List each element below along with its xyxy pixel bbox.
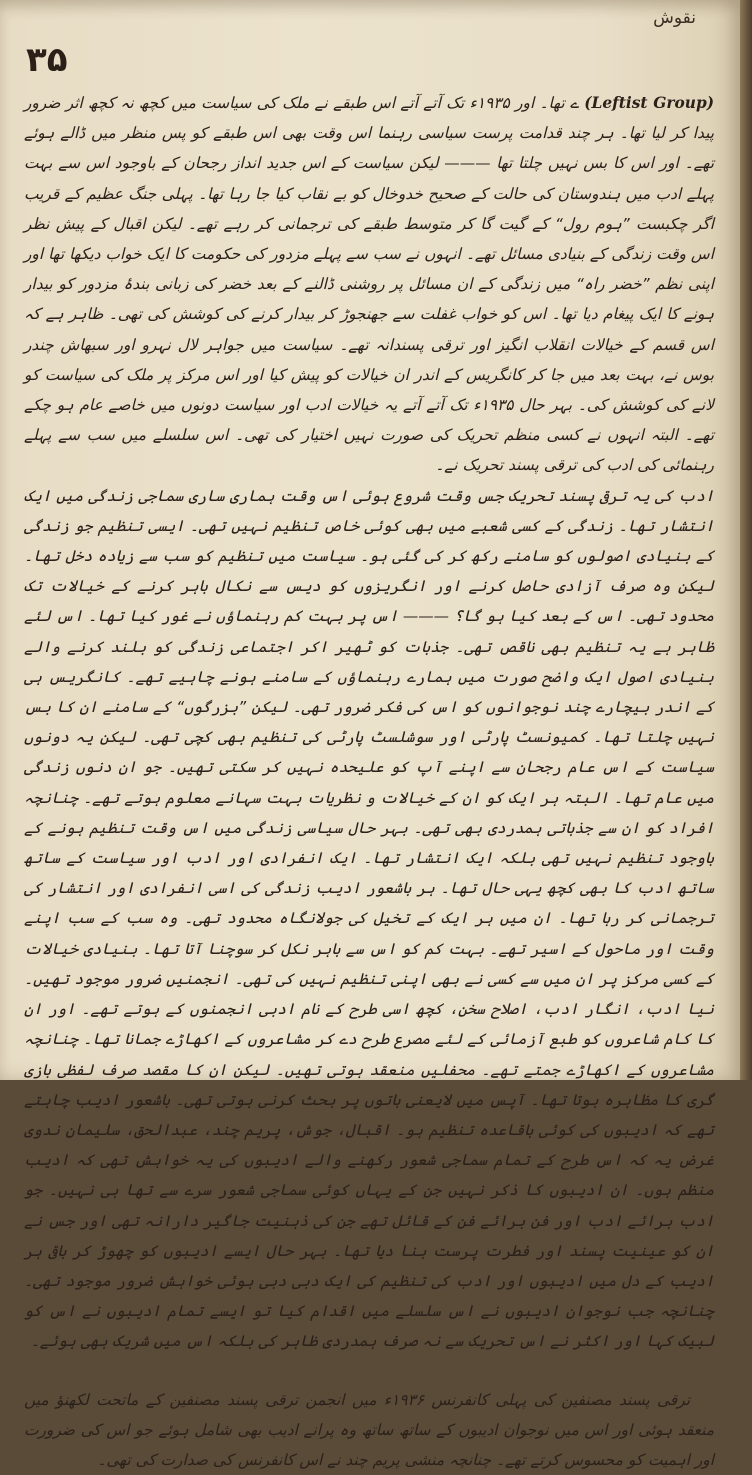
running-head: نقوش [653,8,696,28]
paragraph-3: ترقی پسند مصنفین کی پہلی کانفرنس ۱۹۳۶ء میں انجمن ترقی پسند مصنفین کے ماتحت لکھنؤ میں منعقد ہوئی اور اس میں نوجوان ادیبوں کے ساتھ ساتھ وہ پرانے ادیب بھی شامل ہوئے جو اس کی ضرورت اور اہمیت کو محسوس کرتے تھے۔ چنانچہ منشی پریم چند نے اس کانفرنس کی صدارت کی تھی۔ [24,1390,714,1469]
page-number: ۳۵ [26,40,68,80]
latin-term: (Leftist Group) [584,94,714,112]
page-body [24,88,714,1469]
paragraph-1 [24,88,714,481]
paragraph-2: ادب کی یہ ترقی پسند تحریک جس وقت شروع ہوئی اس وقت ہماری ساری سماجی زندگی میں ایک انتشار تھا۔ زندگی کے کسی شعبے میں بھی کوئی خاص تنظیم نہیں تھی۔ ایسی تنظیم جو زندگی کے بنیادی اصولوں کو سامنے رکھ کر کی گئی ہو۔ سیاست میں تنظیم کو سب سے زیادہ دخل تھا۔ لیکن وہ صرف آزادی حاصل کرنے اور انگریزوں کو دیس سے نکال باہر کرنے کے خیالات تک محدود تھی۔ اس کے بعد کیا ہو گا؟ ——— اس پر بہت کم رہنماؤں نے غور کیا تھا۔ اس لئے ظاہر ہے یہ تنظیم بھی ناقص تھی۔ جذبات کو ٹھیر اکر اجتماعی زندگی کو بلند کرنے والے بنیادی اصول ایک واضح صورت میں ہمارے رہنماؤں کے سامنے ہونے چاہیے تھے۔ کانگریس ہی کے اندر بیچارے چند نوجوانوں کو اس کی فکر ضرور تھی۔ لیکن ”بزرگوں“ کے سامنے ان کا بس نہیں چلتا تھا۔ کمیونسٹ پارٹی اور سوشلسٹ پارٹی کی تنظیم بھی کچی تھی۔ لیکن یہ دونوں سیاست کے اس عام رجحان سے اپنے آپ کو علیحدہ نہیں کر سکتی تھیں۔ جو ان دنوں زندگی میں عام تھا۔ البتہ ہر ایک کو ان کے خیالات و نظریات بہت سہانے معلوم ہوتے تھے۔ چنانچہ افراد کو ان سے جذباتی ہمدردی بھی تھی۔ بہر حال سیاسی زندگی میں اس وقت تنظیم ہونے کے باوجود تنظیم نہیں تھی بلکہ ایک انتشار تھا۔ ایک انفرادی اور ادب اور سیاست کے ساتھ ساتھ ادب کا بھی کچھ یہی حال تھا۔ ہر باشعور ادیب زندگی کی اسی انفرادی اور انتشار کی ترجمانی کر رہا تھا۔ ان میں ہر ایک کے تخیل کی جولانگاہ محدود تھی۔ وہ سب کے سب اپنے وقت اور ماحول کے اسیر تھے۔ بہت کم کو اس سے باہر نکل کر سوچنا آتا تھا۔ بنیادی خیالات کے کسی مرکز پر ان میں سے کسی نے بھی اپنی تنظیم نہیں کی تھی۔ انجمنیں ضرور موجود تھیں۔ نیا ادب، انگار ادب، اصلاح سخن، کچھ اسی طرح کے نام ادبی انجمنوں کے ہوتے تھے۔ اور ان کا کام شاعروں کو طبع آزمائی کے لئے مصرع طرح دے کر مشاعروں کے اکھاڑے جمانا تھا۔ چنانچہ مشاعروں کے اکھاڑے جمتے تھے۔ محفلیں منعقد ہوتی تھیں۔ لیکن ان کا مقصد صرف لفظی بازی گری کا مظاہرہ ہوتا تھا۔ آپس میں لایعنی باتوں پر بحث کرنی ہوتی تھی۔ باشعور ادیب چاہتے تھے کہ ادیبوں کی کوئی باقاعدہ تنظیم ہو۔ اقبال، جوش، پریم چند، عبدالحق، سلیمان ندوی غرض یہ کہ اس طرح کے تمام سماجی شعور رکھنے والے ادیبوں کی یہ خواہش تھی کہ ادیب منظم ہوں۔ ان ادیبوں کا ذکر نہیں جن کے یہاں کوئی سماجی شعور سرے سے تھا ہی نہیں۔ جو ادب برائے ادب اور فن برائے فن کے قائل تھے جن کی ذہنیت جاگیر دارانہ تھی اور جس نے ان کو عینیت پسند اور فطرت پرست بنا دیا تھا۔ بہر حال ایسے ادیبوں کو چھوڑ کر باقی ہر ادیب کے دل میں ادیبوں اور ادب کی تنظیم کی ایک دبی دبی ہوئی خواہش ضرور موجود تھی۔ چنانچہ جب نوجوان ادیبوں نے اس سلسلے میں اقدام کیا تو ایسے تمام ادیبوں نے اس کو لبیک کہا اور اکثر نے اس تحریک سے نہ صرف ہمدردی ظاہر کی بلکہ اس میں شریک بھی ہوئے۔ [24,486,714,1351]
book-spine [740,0,752,1080]
paragraph-1-text: ے تھا۔ اور ۱۹۳۵ء تک آتے آتے اس طبقے نے ملک کی سیاست میں کچھ نہ کچھ اثر ضرور پیدا کر لیا تھا۔ ہر چند قدامت پرست سیاسی رہنما اس وقت بھی اس طبقے کو پس منظر میں ڈالے ہوئے تھے۔ اور اس کا بس نہیں چلتا تھا ——— لیکن سیاست کے اس جدید انداز رجحان کے باوجود اس سے بہت پہلے ادب میں ہندوستان کی حالت کے صحیح خدوخال کو بے نقاب کیا جا رہا تھا۔ پہلی جنگ عظیم کے قریب اگر چکبست ”ہوم رول“ کے گیت گا کر متوسط طبقے کی ترجمانی کر رہے تھے۔ لیکن اقبال کے پیش نظر اس وقت زندگی کے بنیادی مسائل تھے۔ انہوں نے سب سے پہلے مزدور کی حکومت کا ایک خواب دیکھا تھا اور اپنی نظم ”خضر راہ“ میں زندگی کے ان مسائل پر روشنی ڈالنے کے بعد خضر کی زبانی بندۂ مزدور کو بیدار ہونے کا ایک پیغام دیا تھا۔ اس کو خواب غفلت سے جھنجوڑ کر بیدار کرنے کی کوشش کی تھی۔ ظاہر ہے کہ اس قسم کے خیالات انقلاب انگیز اور ترقی پسندانہ تھے۔ سیاست میں جواہر لال نہرو اور سبھاش چندر بوس نے، بہت بعد میں جا کر کانگریس کے اندر ان خیالات کو پیش کیا اور اس مرکز پر ملک کی سیاست کو لانے کی کوشش کی۔ بہر حال ۱۹۳۵ء تک آتے آتے یہ خیالات ادب اور سیاست دونوں میں خاصے عام ہو چکے تھے۔ البتہ انہوں نے کسی منظم تحریک کی صورت نہیں اختیار کی تھی۔ اس سلسلے میں سب سے پہلے رہنمائی کی ادب کی ترقی پسند تحریک نے۔ [24,94,714,475]
